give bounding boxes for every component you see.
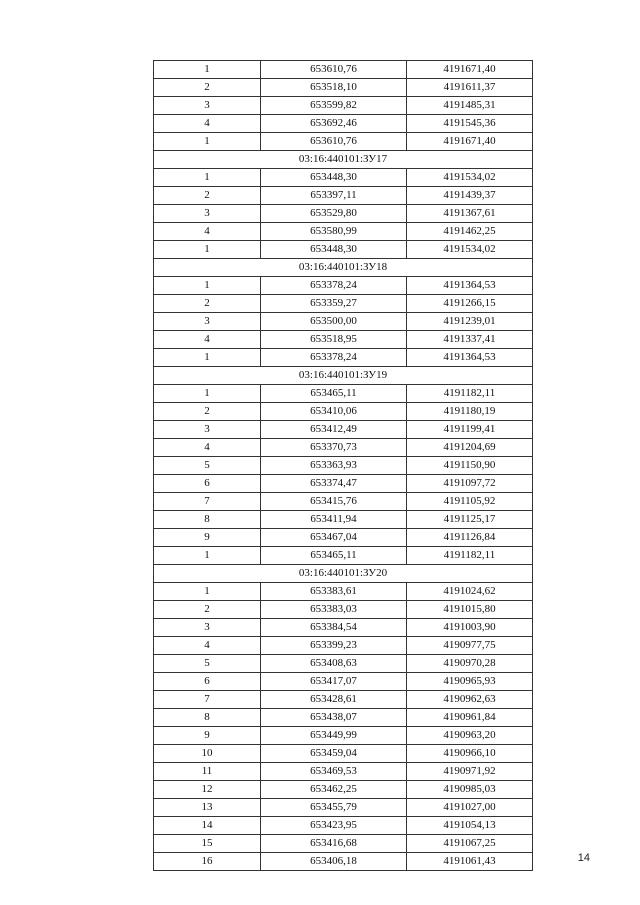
y-coordinate-cell: 4190961,84 [407,709,533,727]
point-number-cell: 2 [154,79,261,97]
section-title-row [154,565,533,583]
x-coordinate-cell: 653465,11 [261,385,407,403]
point-number-cell: 1 [154,241,261,259]
y-coordinate-cell: 4191199,41 [407,421,533,439]
x-coordinate-cell: 653363,93 [261,457,407,475]
x-coordinate-cell: 653518,95 [261,331,407,349]
y-coordinate-cell: 4191054,13 [407,817,533,835]
x-coordinate-cell: 653469,53 [261,763,407,781]
x-coordinate-cell: 653448,30 [261,241,407,259]
coordinates-table-body [154,61,533,871]
table-row [154,457,533,475]
table-row [154,421,533,439]
x-coordinate-cell: 653580,99 [261,223,407,241]
table-row [154,295,533,313]
point-number-cell: 3 [154,619,261,637]
x-coordinate-cell: 653359,27 [261,295,407,313]
x-coordinate-cell: 653448,30 [261,169,407,187]
page-number: 14 [577,852,590,864]
table-row [154,655,533,673]
y-coordinate-cell: 4191003,90 [407,619,533,637]
table-row [154,511,533,529]
y-coordinate-cell: 4191485,31 [407,97,533,115]
section-title: 03:16:440101:ЗУ20 [154,565,533,583]
table-row [154,583,533,601]
table-row [154,313,533,331]
y-coordinate-cell: 4191239,01 [407,313,533,331]
table-row [154,673,533,691]
x-coordinate-cell: 653370,73 [261,439,407,457]
y-coordinate-cell: 4191125,17 [407,511,533,529]
y-coordinate-cell: 4191024,62 [407,583,533,601]
table-row [154,133,533,151]
table-row [154,223,533,241]
x-coordinate-cell: 653397,11 [261,187,407,205]
y-coordinate-cell: 4191364,53 [407,349,533,367]
x-coordinate-cell: 653410,06 [261,403,407,421]
x-coordinate-cell: 653383,61 [261,583,407,601]
x-coordinate-cell: 653416,68 [261,835,407,853]
y-coordinate-cell: 4191534,02 [407,241,533,259]
y-coordinate-cell: 4191061,43 [407,853,533,871]
point-number-cell: 1 [154,169,261,187]
x-coordinate-cell: 653610,76 [261,133,407,151]
table-row [154,781,533,799]
y-coordinate-cell: 4191545,36 [407,115,533,133]
table-row [154,277,533,295]
point-number-cell: 2 [154,403,261,421]
x-coordinate-cell: 653455,79 [261,799,407,817]
table-row [154,475,533,493]
point-number-cell: 5 [154,457,261,475]
point-number-cell: 1 [154,133,261,151]
point-number-cell: 15 [154,835,261,853]
point-number-cell: 2 [154,601,261,619]
x-coordinate-cell: 653518,10 [261,79,407,97]
table-row [154,79,533,97]
y-coordinate-cell: 4191367,61 [407,205,533,223]
y-coordinate-cell: 4190963,20 [407,727,533,745]
table-row [154,547,533,565]
y-coordinate-cell: 4191364,53 [407,277,533,295]
table-row [154,727,533,745]
point-number-cell: 4 [154,439,261,457]
x-coordinate-cell: 653423,95 [261,817,407,835]
x-coordinate-cell: 653399,23 [261,637,407,655]
point-number-cell: 10 [154,745,261,763]
y-coordinate-cell: 4191439,37 [407,187,533,205]
x-coordinate-cell: 653417,07 [261,673,407,691]
point-number-cell: 2 [154,295,261,313]
point-number-cell: 2 [154,187,261,205]
point-number-cell: 5 [154,655,261,673]
x-coordinate-cell: 653378,24 [261,349,407,367]
table-row [154,241,533,259]
point-number-cell: 4 [154,223,261,241]
x-coordinate-cell: 653411,94 [261,511,407,529]
point-number-cell: 1 [154,349,261,367]
section-title-row [154,367,533,385]
x-coordinate-cell: 653467,04 [261,529,407,547]
point-number-cell: 16 [154,853,261,871]
y-coordinate-cell: 4190962,63 [407,691,533,709]
point-number-cell: 7 [154,493,261,511]
y-coordinate-cell: 4191182,11 [407,547,533,565]
section-title-row [154,151,533,169]
y-coordinate-cell: 4191180,19 [407,403,533,421]
point-number-cell: 1 [154,385,261,403]
table-row [154,835,533,853]
point-number-cell: 3 [154,205,261,223]
point-number-cell: 8 [154,709,261,727]
table-row [154,745,533,763]
section-title-row [154,259,533,277]
x-coordinate-cell: 653459,04 [261,745,407,763]
x-coordinate-cell: 653529,80 [261,205,407,223]
point-number-cell: 11 [154,763,261,781]
point-number-cell: 1 [154,61,261,79]
x-coordinate-cell: 653610,76 [261,61,407,79]
table-row [154,709,533,727]
y-coordinate-cell: 4191067,25 [407,835,533,853]
y-coordinate-cell: 4190965,93 [407,673,533,691]
x-coordinate-cell: 653428,61 [261,691,407,709]
y-coordinate-cell: 4191671,40 [407,133,533,151]
x-coordinate-cell: 653415,76 [261,493,407,511]
point-number-cell: 1 [154,547,261,565]
table-row [154,637,533,655]
table-row [154,331,533,349]
y-coordinate-cell: 4191097,72 [407,475,533,493]
y-coordinate-cell: 4190985,03 [407,781,533,799]
table-row [154,403,533,421]
point-number-cell: 6 [154,475,261,493]
x-coordinate-cell: 653383,03 [261,601,407,619]
point-number-cell: 13 [154,799,261,817]
table-row [154,529,533,547]
y-coordinate-cell: 4191204,69 [407,439,533,457]
x-coordinate-cell: 653408,63 [261,655,407,673]
table-row [154,115,533,133]
y-coordinate-cell: 4191266,15 [407,295,533,313]
point-number-cell: 6 [154,673,261,691]
point-number-cell: 4 [154,331,261,349]
coordinates-table [153,60,533,871]
x-coordinate-cell: 653384,54 [261,619,407,637]
section-title: 03:16:440101:ЗУ18 [154,259,533,277]
x-coordinate-cell: 653412,49 [261,421,407,439]
table-row [154,853,533,871]
x-coordinate-cell: 653692,46 [261,115,407,133]
x-coordinate-cell: 653465,11 [261,547,407,565]
point-number-cell: 14 [154,817,261,835]
point-number-cell: 4 [154,637,261,655]
y-coordinate-cell: 4190970,28 [407,655,533,673]
x-coordinate-cell: 653500,00 [261,313,407,331]
section-title: 03:16:440101:ЗУ17 [154,151,533,169]
table-row [154,205,533,223]
table-row [154,493,533,511]
table-row [154,97,533,115]
table-row [154,799,533,817]
table-row [154,691,533,709]
y-coordinate-cell: 4191534,02 [407,169,533,187]
y-coordinate-cell: 4191337,41 [407,331,533,349]
x-coordinate-cell: 653462,25 [261,781,407,799]
table-row [154,619,533,637]
table-row [154,187,533,205]
x-coordinate-cell: 653374,47 [261,475,407,493]
table-row [154,817,533,835]
y-coordinate-cell: 4191126,84 [407,529,533,547]
table-row [154,385,533,403]
y-coordinate-cell: 4190966,10 [407,745,533,763]
point-number-cell: 3 [154,421,261,439]
y-coordinate-cell: 4191611,37 [407,79,533,97]
x-coordinate-cell: 653378,24 [261,277,407,295]
point-number-cell: 4 [154,115,261,133]
point-number-cell: 3 [154,97,261,115]
point-number-cell: 1 [154,583,261,601]
table-row [154,169,533,187]
y-coordinate-cell: 4191150,90 [407,457,533,475]
point-number-cell: 1 [154,277,261,295]
y-coordinate-cell: 4191671,40 [407,61,533,79]
y-coordinate-cell: 4191015,80 [407,601,533,619]
x-coordinate-cell: 653599,82 [261,97,407,115]
table-row [154,61,533,79]
x-coordinate-cell: 653449,99 [261,727,407,745]
point-number-cell: 8 [154,511,261,529]
table-row [154,349,533,367]
section-title: 03:16:440101:ЗУ19 [154,367,533,385]
point-number-cell: 7 [154,691,261,709]
y-coordinate-cell: 4191462,25 [407,223,533,241]
x-coordinate-cell: 653438,07 [261,709,407,727]
point-number-cell: 12 [154,781,261,799]
y-coordinate-cell: 4191182,11 [407,385,533,403]
y-coordinate-cell: 4191027,00 [407,799,533,817]
point-number-cell: 9 [154,529,261,547]
point-number-cell: 9 [154,727,261,745]
table-row [154,439,533,457]
table-row [154,763,533,781]
y-coordinate-cell: 4190971,92 [407,763,533,781]
x-coordinate-cell: 653406,18 [261,853,407,871]
point-number-cell: 3 [154,313,261,331]
y-coordinate-cell: 4191105,92 [407,493,533,511]
table-row [154,601,533,619]
y-coordinate-cell: 4190977,75 [407,637,533,655]
